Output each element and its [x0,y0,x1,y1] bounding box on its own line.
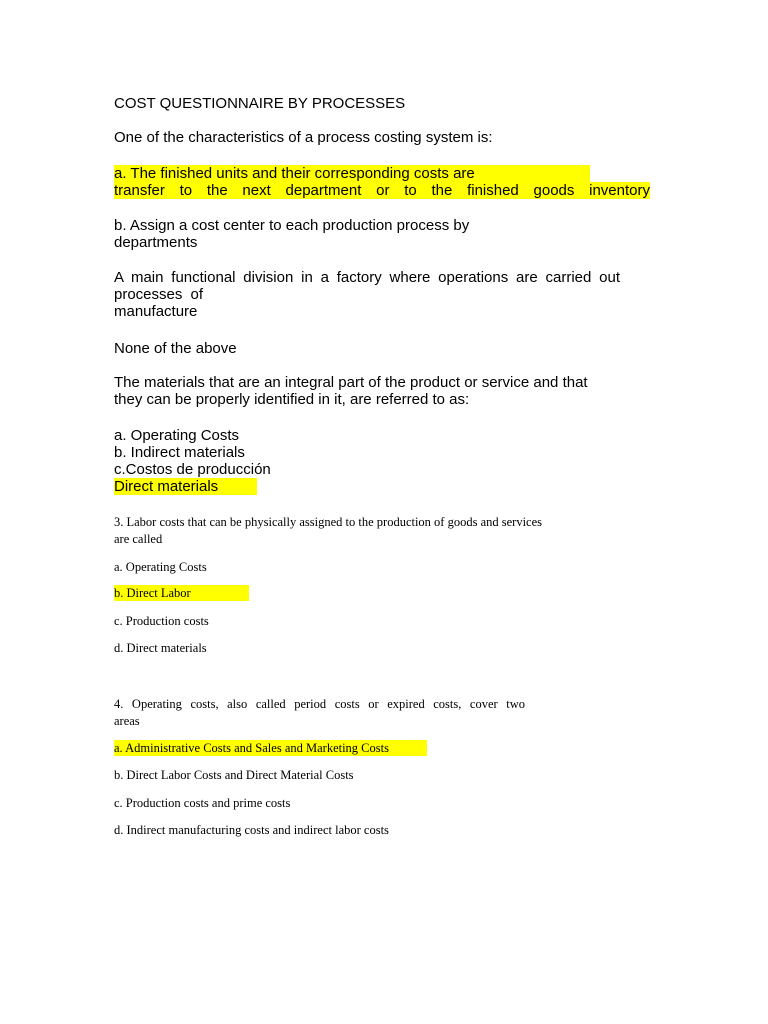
q3-question-line1: 3. Labor costs that can be physically assigned to the production of goods and services [114,515,543,529]
document-title [114,95,405,112]
q4-option-c [114,795,290,811]
q4-option-d [114,822,389,838]
q3-option-b [114,585,249,601]
q1-question-text: One of the characteristics of a process costing system is: [114,129,493,146]
q2-question-line2: they can be properly identified in it, are referred to as: [114,391,470,408]
q3-option-c [114,613,209,629]
q2-question-line1: The materials that are an integral part of the product or service and that [114,374,588,391]
q1-option-a-line1: a. The finished units and their corresponding costs are [114,165,590,182]
q3-question-line2: are called [114,532,163,546]
q1-option-c-line2: processes of [114,286,204,303]
q4-question-line1: 4. Operating costs, also called period costs or expired costs, cover two [114,697,525,711]
q2-options [114,427,271,495]
q2-question [114,374,588,408]
q1-option-b-line1: b. Assign a cost center to each production process by [114,217,470,234]
q1-option-c [114,269,620,320]
q1-option-b [114,217,469,251]
q3-option-a [114,559,207,575]
q4-option-b [114,767,354,783]
q4-option-c-text: c. Production costs and prime costs [114,796,291,810]
q4-question [114,696,525,730]
q1-option-b-line2: departments [114,234,198,251]
q3-question [114,514,542,548]
q2-option-c: c.Costos de producción [114,461,271,478]
q2-option-d: Direct materials [114,478,257,495]
q3-option-c-text: c. Production costs [114,614,209,628]
q3-option-d [114,640,207,656]
q1-option-d [114,340,237,357]
q4-option-a-text: a. Administrative Costs and Sales and Marketing Costs [114,740,427,756]
q4-option-d-text: d. Indirect manufacturing costs and indirect labor costs [114,823,389,837]
q4-question-line2: areas [114,714,140,728]
q1-option-c-line3: manufacture [114,303,198,320]
q1-option-d-text: None of the above [114,340,237,357]
q1-option-c-line1: A main functional division in a factory where operations are carried out [114,269,620,286]
q2-option-a: a. Operating Costs [114,427,240,444]
q4-option-b-text: b. Direct Labor Costs and Direct Material Costs [114,768,354,782]
title-text: COST QUESTIONNAIRE BY PROCESSES [114,95,406,112]
q4-option-a [114,740,427,756]
q2-option-b: b. Indirect materials [114,444,245,461]
q3-option-b-text: b. Direct Labor [114,585,249,601]
q1-option-a [114,165,650,199]
q1-option-a-line2: transfer to the next department or to the finished goods inventory [114,182,650,199]
q3-option-d-text: d. Direct materials [114,641,207,655]
q1-question [114,129,493,146]
q3-option-a-text: a. Operating Costs [114,560,207,574]
